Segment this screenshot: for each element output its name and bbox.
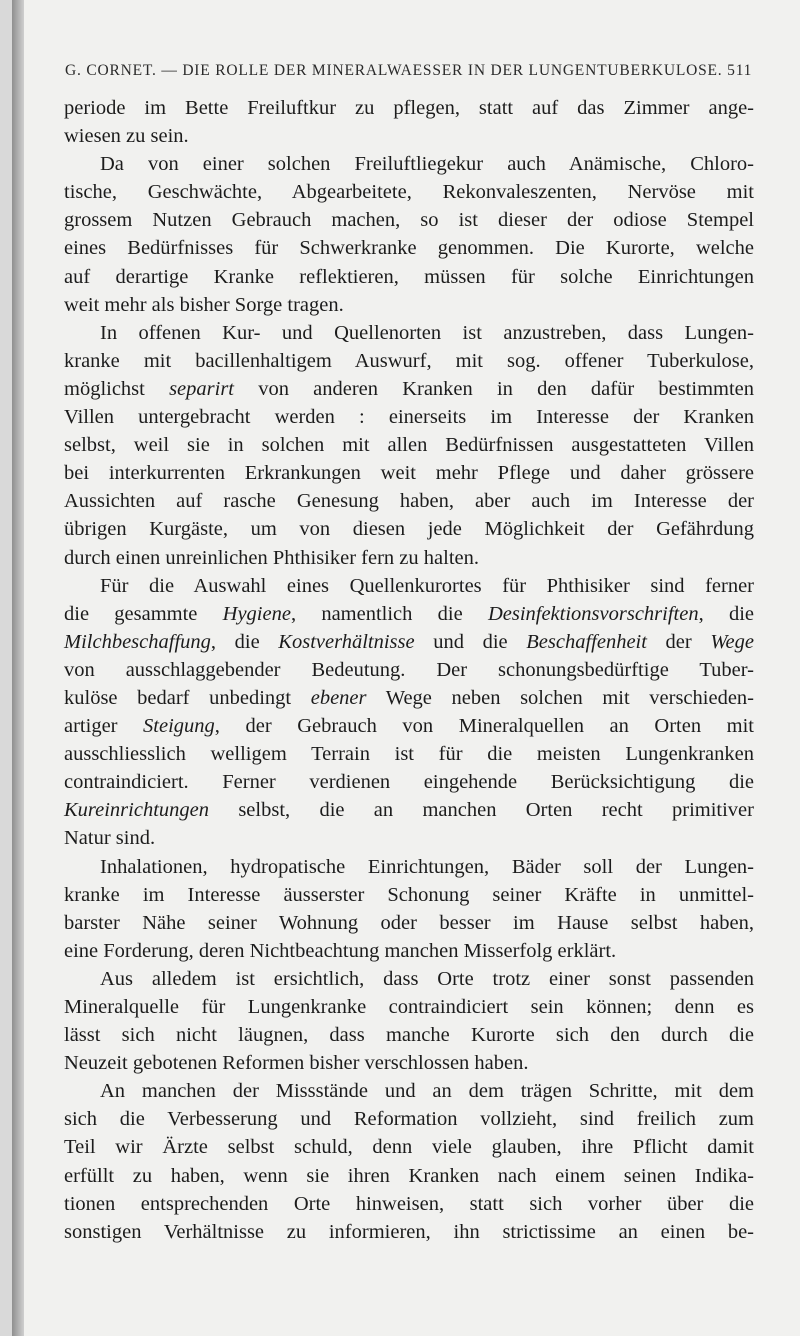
paragraph <box>64 1077 754 1246</box>
italic-emphasis: ebener <box>310 686 367 709</box>
text-line: An manchen der Missstände und an dem trägen Schritte, mit dem <box>100 1080 754 1103</box>
text-line: von ausschlaggebender Bedeutung. Der schonungsbedürftige Tuber- <box>64 658 754 681</box>
text-line: Inhalationen, hydropatische Einrichtungen, Bäder soll der Lungen- <box>100 855 754 878</box>
text-line: eine Forderung, deren Nichtbeachtung manchen Misserfolg erklärt. <box>64 939 617 962</box>
text-line: Aus alledem ist ersichtlich, dass Orte trotz einer sonst passenden <box>100 967 754 990</box>
text-line: kranke mit bacillenhaltigem Auswurf, mit sog. offener Tuberkulose, <box>64 349 754 372</box>
italic-emphasis: Hygiene <box>222 602 291 625</box>
italic-emphasis: Wege <box>710 630 755 653</box>
italic-emphasis: Milchbeschaffung <box>64 630 211 653</box>
text-line: eines Bedürfnisses für Schwerkranke genommen. Die Kurorte, welche <box>64 237 754 260</box>
text-line: tische, Geschwächte, Abgearbeitete, Rekonvaleszenten, Nervöse mit <box>64 181 754 204</box>
paragraph <box>64 572 754 853</box>
italic-emphasis: Desinfektionsvorschriften <box>487 602 699 625</box>
text-line: Da von einer solchen Freiluftliegekur auch Anämische, Chloro- <box>100 153 754 176</box>
running-head: G. CORNET. — DIE ROLLE DER MINERALWAESSER IN DER LUNGENTUBERKULOSE. 511 <box>65 62 753 79</box>
paragraph <box>64 319 754 572</box>
text-line: kranke im Interesse äusserster Schonung seiner Kräfte in unmittel- <box>64 883 754 906</box>
italic-emphasis: Kostverhältnisse <box>278 630 415 653</box>
book-page <box>12 0 800 1336</box>
paragraph <box>64 94 754 150</box>
text-line: Kureinrichtungen selbst, die an manchen Orten recht primitiver <box>64 799 754 822</box>
paragraph <box>64 150 754 319</box>
text-line: übrigen Kurgäste, um von diesen jede Möglichkeit der Gefährdung <box>64 518 754 541</box>
text-line: barster Nähe seiner Wohnung oder besser im Hause selbst haben, <box>64 911 754 934</box>
text-line: Teil wir Ärzte selbst schuld, denn viele glauben, ihre Pflicht damit <box>64 1136 754 1159</box>
page-gutter-shadow <box>12 0 24 1336</box>
text-line: die gesammte Hygiene, namentlich die Desinfektionsvorschriften, die <box>64 602 755 625</box>
text-line: durch einen unreinlichen Phthisiker fern zu halten. <box>64 546 479 569</box>
text-line: tionen entsprechenden Orte hinweisen, statt sich vorher über die <box>64 1192 754 1215</box>
text-line: möglichst separirt von anderen Kranken in den dafür bestimmten <box>64 377 755 400</box>
italic-emphasis: separirt <box>169 377 234 400</box>
text-line: weit mehr als bisher Sorge tragen. <box>64 293 344 316</box>
text-line: Neuzeit gebotenen Reformen bisher verschlossen haben. <box>64 1052 529 1075</box>
paragraph <box>64 965 754 1077</box>
text-line: kulöse bedarf unbedingt ebener Wege neben solchen mit verschieden- <box>64 686 754 709</box>
text-line: wiesen zu sein. <box>64 125 189 148</box>
text-line: ausschliesslich welligem Terrain ist für die meisten Lungenkranken <box>64 743 754 766</box>
text-line: contraindiciert. Ferner verdienen eingehende Berücksichtigung die <box>64 771 754 794</box>
text-line: artiger Steigung, der Gebrauch von Mineralquellen an Orten mit <box>64 715 754 738</box>
text-line: grossem Nutzen Gebrauch machen, so ist dieser der odiose Stempel <box>64 209 754 232</box>
text-line: erfüllt zu haben, wenn sie ihren Kranken nach einem seinen Indika- <box>64 1164 754 1187</box>
paragraph <box>64 853 754 965</box>
text-line: Villen untergebracht werden : einerseits im Interesse der Kranken <box>64 406 754 429</box>
text-line: Natur sind. <box>64 827 156 850</box>
text-line: Mineralquelle für Lungenkranke contraindiciert sein können; denn es <box>64 996 754 1018</box>
text-line: bei interkurrenten Erkrankungen weit mehr Pflege und daher grössere <box>64 462 754 485</box>
text-line: Aussichten auf rasche Genesung haben, aber auch im Interesse der <box>64 490 754 513</box>
body-text <box>64 94 754 1246</box>
italic-emphasis: Steigung <box>143 715 215 738</box>
text-line: auf derartige Kranke reflektieren, müssen für solche Einrichtungen <box>64 265 754 288</box>
text-line: lässt sich nicht läugnen, dass manche Kurorte sich den durch die <box>64 1024 754 1047</box>
text-line: sonstigen Verhältnisse zu informieren, ihn strictissime an einen be- <box>64 1220 754 1243</box>
italic-emphasis: Beschaffenheit <box>526 630 647 653</box>
text-line: periode im Bette Freiluftkur zu pflegen, statt auf das Zimmer ange- <box>64 97 754 119</box>
italic-emphasis: Kureinrichtungen <box>64 799 210 822</box>
text-line: Für die Auswahl eines Quellenkurortes für Phthisiker sind ferner <box>100 574 754 597</box>
text-line: Milchbeschaffung, die Kostverhältnisse und die Beschaffenheit der Wege <box>64 630 755 653</box>
text-line: In offenen Kur- und Quellenorten ist anzustreben, dass Lungen- <box>100 321 754 344</box>
text-line: selbst, weil sie in solchen mit allen Bedürfnissen ausgestatteten Villen <box>64 434 754 457</box>
text-line: sich die Verbesserung und Reformation vollzieht, sind freilich zum <box>64 1108 754 1131</box>
